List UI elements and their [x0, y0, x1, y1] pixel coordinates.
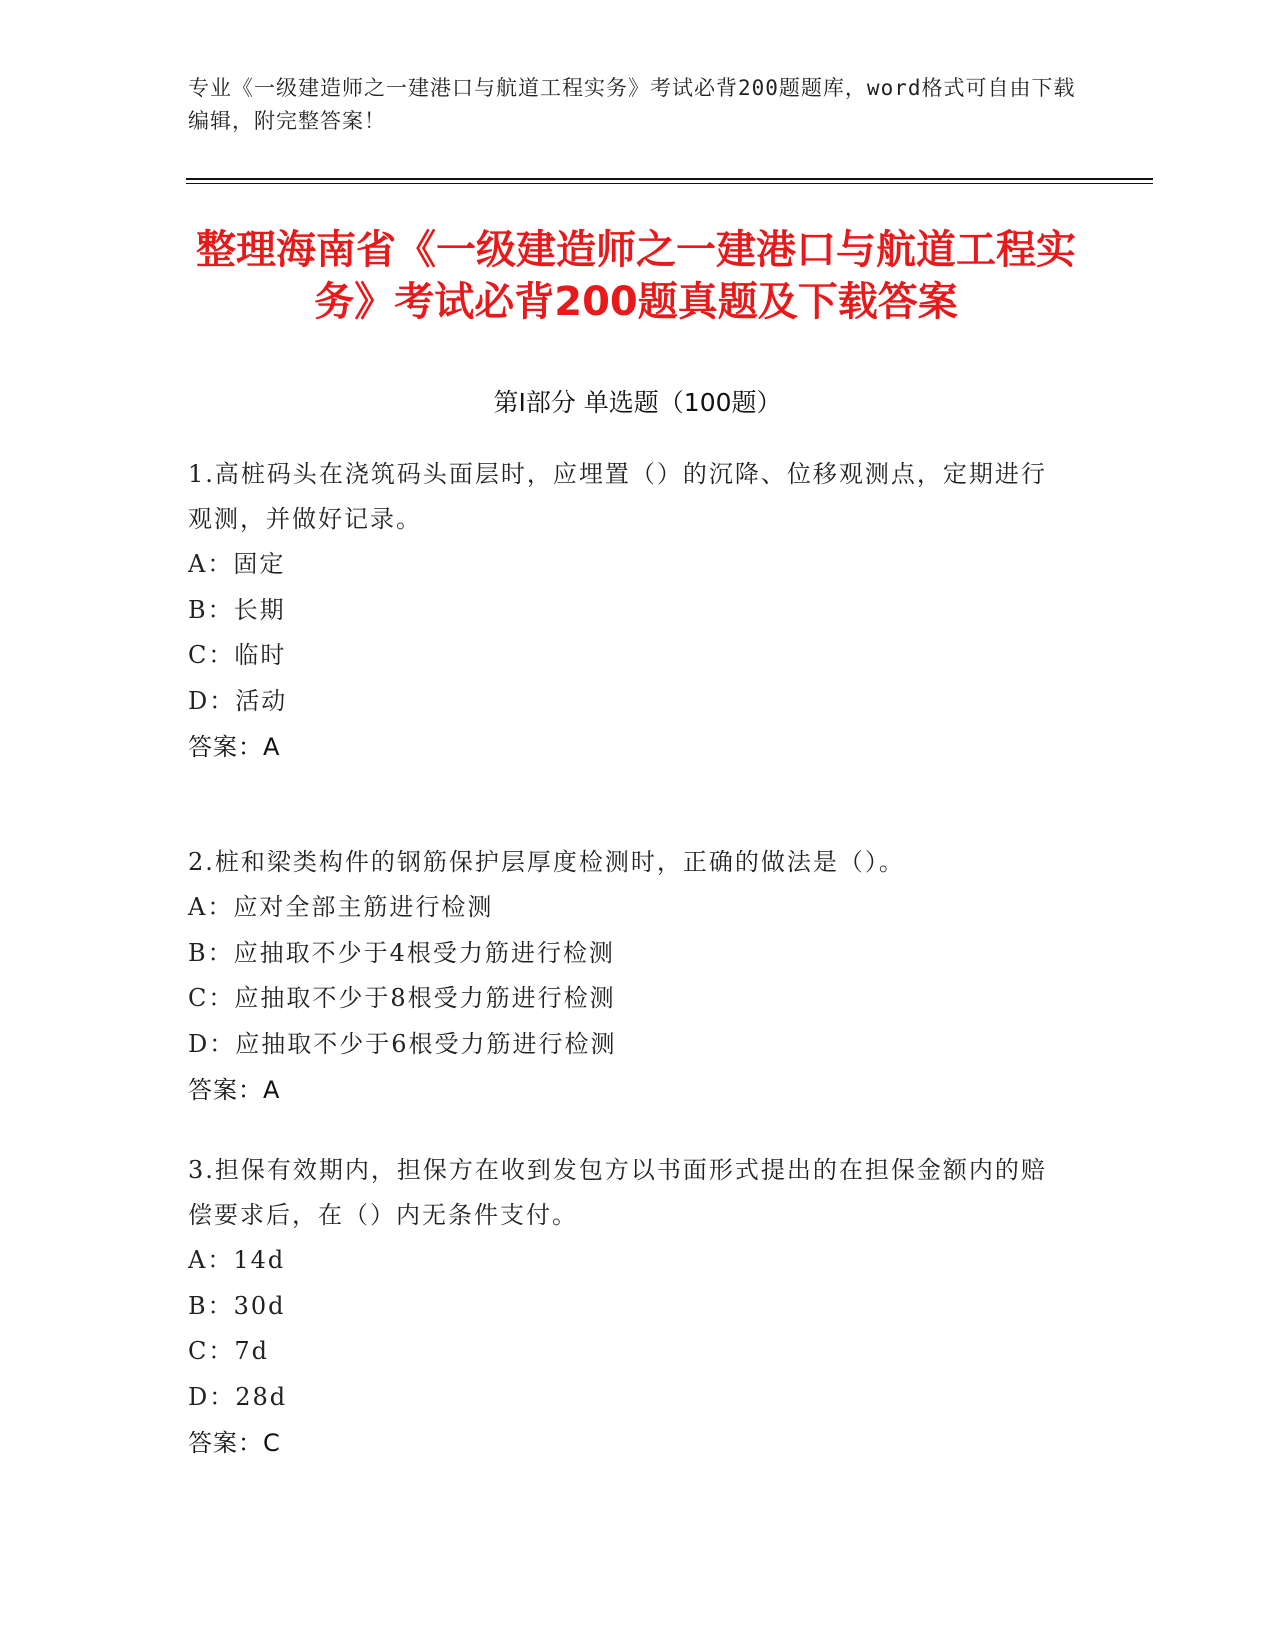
section-title: 第Ⅰ部分 单选题（100题）: [493, 388, 782, 417]
header-divider-thin: [186, 183, 1153, 184]
question-stem: 2.桩和梁类构件的钢筋保护层厚度检测时，正确的做法是（）。: [188, 848, 905, 876]
option-a: A：应对全部主筋进行检测: [188, 893, 494, 921]
question-2: [188, 840, 1058, 1113]
option-d: D：活动: [188, 686, 288, 715]
answer: 答案：C: [188, 1429, 281, 1457]
question-3: [188, 1148, 1058, 1466]
document-title: 整理海南省《一级建造师之一建港口与航道工程实务》考试必背200题真题及下载答案: [196, 227, 1076, 325]
option-b: B：应抽取不少于4根受力筋进行检测: [188, 938, 615, 967]
header-divider-thick: [186, 178, 1153, 180]
question-stem: 3.担保有效期内，担保方在收到发包方以书面形式提出的在担保金额内的赔偿要求后，在（）内无条件支付。: [188, 1156, 1047, 1229]
answer: 答案：A: [188, 1076, 281, 1104]
option-b: B：30d: [188, 1291, 286, 1320]
option-c: C：临时: [188, 641, 287, 669]
option-d: D：应抽取不少于6根受力筋进行检测: [188, 1029, 617, 1058]
option-b: B：长期: [188, 595, 286, 624]
option-c: C：应抽取不少于8根受力筋进行检测: [188, 984, 616, 1012]
question-stem: 1.高桩码头在浇筑码头面层时，应埋置（）的沉降、位移观测点，定期进行观测，并做好记录。: [188, 460, 1047, 533]
header-note: 专业《一级建造师之一建港口与航道工程实务》考试必背200题题库，word格式可自由下载编辑，附完整答案！: [188, 76, 1076, 133]
option-c: C：7d: [188, 1337, 269, 1365]
answer: 答案：A: [188, 733, 281, 761]
question-1: [188, 452, 1058, 770]
option-d: D：28d: [188, 1382, 288, 1411]
option-a: A：14d: [188, 1246, 286, 1274]
option-a: A：固定: [188, 550, 286, 578]
